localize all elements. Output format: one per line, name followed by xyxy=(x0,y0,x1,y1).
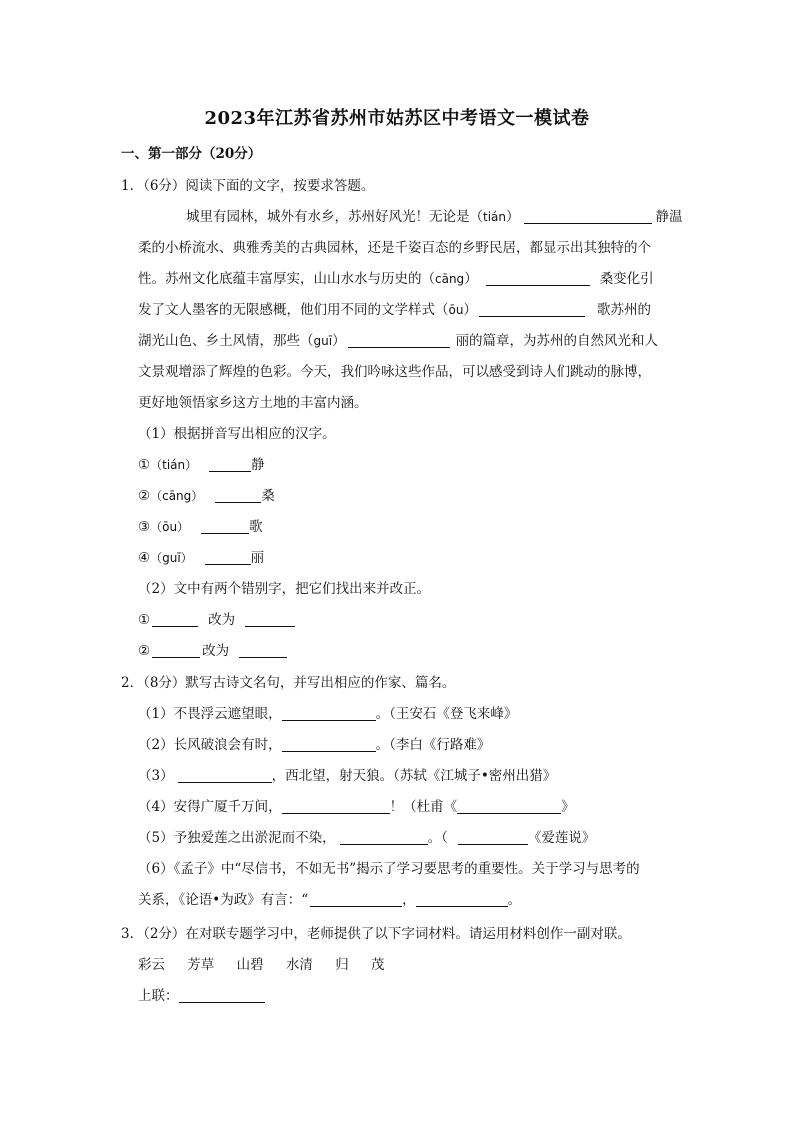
answer-blank[interactable] xyxy=(310,892,402,907)
pinyin-item xyxy=(138,486,275,506)
given-char: 静 xyxy=(251,457,265,473)
pinyin-item xyxy=(138,548,264,568)
pinyin: ōu xyxy=(448,303,464,317)
passage-line xyxy=(138,269,654,289)
passage-line: 柔的小桥流水、典雅秀美的古典园林，还是千姿百态的乡野民居，都显示出其独特的个 xyxy=(138,240,651,256)
recitation-line xyxy=(138,704,517,724)
line-text: 。（王安石《登飞来峰》 xyxy=(375,706,518,722)
pinyin-item xyxy=(138,517,263,537)
passage-text: 歌苏州的 xyxy=(596,302,651,318)
answer-blank[interactable] xyxy=(479,302,585,317)
answer-blank[interactable] xyxy=(282,799,390,814)
answer-blank[interactable] xyxy=(524,209,652,224)
line-text: ，西北望，射天狼。（苏轼《江城子•密州出猎》 xyxy=(271,768,557,784)
material-word: 彩云 xyxy=(138,957,165,973)
passage-text: ） xyxy=(464,271,478,287)
material-word: 归 xyxy=(335,957,349,973)
passage-text: 发了文人墨客的无限感概，他们用不同的文学样式（ xyxy=(138,302,449,318)
line-text: （3） xyxy=(138,768,174,784)
given-char: 桑 xyxy=(261,488,275,504)
line-text: ， xyxy=(402,892,416,908)
pinyin: （tián） xyxy=(150,458,198,472)
line-text: 。（ xyxy=(427,830,448,846)
passage-text: 湖光山色、乡土风情，那些（ xyxy=(138,333,314,349)
subquestion-1: （1）根据拼音写出相应的汉字。 xyxy=(138,426,336,442)
answer-blank[interactable] xyxy=(282,706,376,721)
answer-blank[interactable] xyxy=(209,457,251,472)
passage-text: 桑变化引 xyxy=(599,271,654,287)
pinyin-item xyxy=(138,455,265,475)
answer-blank[interactable] xyxy=(215,488,261,503)
line-text: （4）安得广厦千万间， xyxy=(138,799,282,815)
answer-blank[interactable] xyxy=(245,612,295,627)
passage-line xyxy=(138,331,658,351)
item-number: ② xyxy=(138,643,151,659)
item-number: ④ xyxy=(138,550,151,566)
passage-text: ） xyxy=(463,302,477,318)
answer-blank[interactable] xyxy=(201,519,249,534)
question-1-stem: 1．（6分）阅读下面的文字，按要求答题。 xyxy=(121,178,375,194)
item-number: ② xyxy=(138,488,151,504)
line-text: （1）不畏浮云遮望眼， xyxy=(138,706,282,722)
answer-blank[interactable] xyxy=(458,830,528,845)
question-3-stem: 3．（2分）在对联专题学习中，老师提供了以下字词材料。请运用材料创作一副对联。 xyxy=(121,926,631,942)
passage-line: 更好地领悟家乡这方土地的丰富内涵。 xyxy=(138,395,368,411)
exam-title: 2023年江苏省苏州市姑苏区中考语文一模试卷 xyxy=(204,108,590,129)
item-number: ① xyxy=(138,457,151,473)
recitation-line xyxy=(138,797,575,817)
pinyin: tián xyxy=(483,210,506,224)
given-char: 歌 xyxy=(249,519,263,535)
upper-couplet-label: 上联： xyxy=(138,988,179,1004)
line-text: （5）予独爱莲之出淤泥而不染， xyxy=(138,830,336,846)
recitation-line xyxy=(138,828,595,848)
pinyin: （guī） xyxy=(150,551,193,565)
answer-blank[interactable] xyxy=(152,612,198,627)
answer-blank[interactable] xyxy=(340,830,428,845)
pinyin: （cāng） xyxy=(150,489,204,503)
passage-text: 城里有园林，城外有水乡，苏州好风光！无论是（ xyxy=(186,209,483,225)
change-to-label: 改为 xyxy=(202,643,230,659)
pinyin: cāng xyxy=(435,272,465,286)
line-text: ！（杜甫《 xyxy=(389,799,458,815)
passage-text: 性。苏州文化底蕴丰富厚实，山山水水与历史的（ xyxy=(138,271,435,287)
change-to-label: 改为 xyxy=(208,612,236,628)
recitation-line xyxy=(138,890,521,910)
line-text: 。 xyxy=(507,892,522,908)
passage-line xyxy=(138,300,651,320)
correction-item xyxy=(138,610,295,630)
question-2-stem: 2．（8分）默写古诗文名句，并写出相应的作家、篇名。 xyxy=(121,675,456,691)
given-char: 丽 xyxy=(250,550,265,566)
answer-blank[interactable] xyxy=(486,271,590,286)
recitation-line xyxy=(138,766,556,786)
line-text: 《爱莲说》 xyxy=(527,830,596,846)
material-word: 水清 xyxy=(285,957,313,973)
subquestion-2: （2）文中有两个错别字，把它们找出来并改正。 xyxy=(138,581,431,597)
item-number: ① xyxy=(138,612,151,628)
answer-blank[interactable] xyxy=(205,550,251,565)
line-text: 。（李白《行路难》 xyxy=(375,737,491,753)
recitation-line: （6）《孟子》中“尽信书，不如无书”揭示了学习要思考的重要性。关于学习与思考的 xyxy=(138,861,640,877)
answer-blank[interactable] xyxy=(457,799,561,814)
answer-blank[interactable] xyxy=(152,643,200,658)
material-word: 茂 xyxy=(370,957,385,973)
item-number: ③ xyxy=(138,519,151,535)
couplet-materials xyxy=(138,955,384,975)
line-text: 》 xyxy=(561,799,575,815)
correction-item xyxy=(138,641,287,661)
material-word: 芳草 xyxy=(187,957,215,973)
material-word: 山碧 xyxy=(236,957,264,973)
answer-blank[interactable] xyxy=(178,768,272,783)
section-heading: 一、第一部分（20分） xyxy=(121,146,262,162)
pinyin: （ōu） xyxy=(150,520,190,534)
passage-text: 丽的篇章，为苏州的自然风光和人 xyxy=(455,333,659,349)
line-text: （2）长风破浪会有时， xyxy=(138,737,282,753)
answer-blank[interactable] xyxy=(179,988,265,1003)
answer-blank[interactable] xyxy=(416,892,508,907)
pinyin: guī xyxy=(313,334,333,348)
passage-text: ） xyxy=(506,209,520,225)
upper-couplet xyxy=(138,986,265,1006)
answer-blank[interactable] xyxy=(282,737,376,752)
passage-line xyxy=(186,207,683,227)
passage-line: 文景观增添了辉煌的色彩。今天，我们吟咏这些作品，可以感受到诗人们跳动的脉博， xyxy=(138,364,651,380)
passage-text: ） xyxy=(332,333,346,349)
answer-blank[interactable] xyxy=(348,333,450,348)
recitation-line xyxy=(138,735,490,755)
passage-text: 静温 xyxy=(655,209,683,225)
answer-blank[interactable] xyxy=(239,643,287,658)
line-text: 关系，《论语•为政》有言：“ xyxy=(138,892,309,908)
